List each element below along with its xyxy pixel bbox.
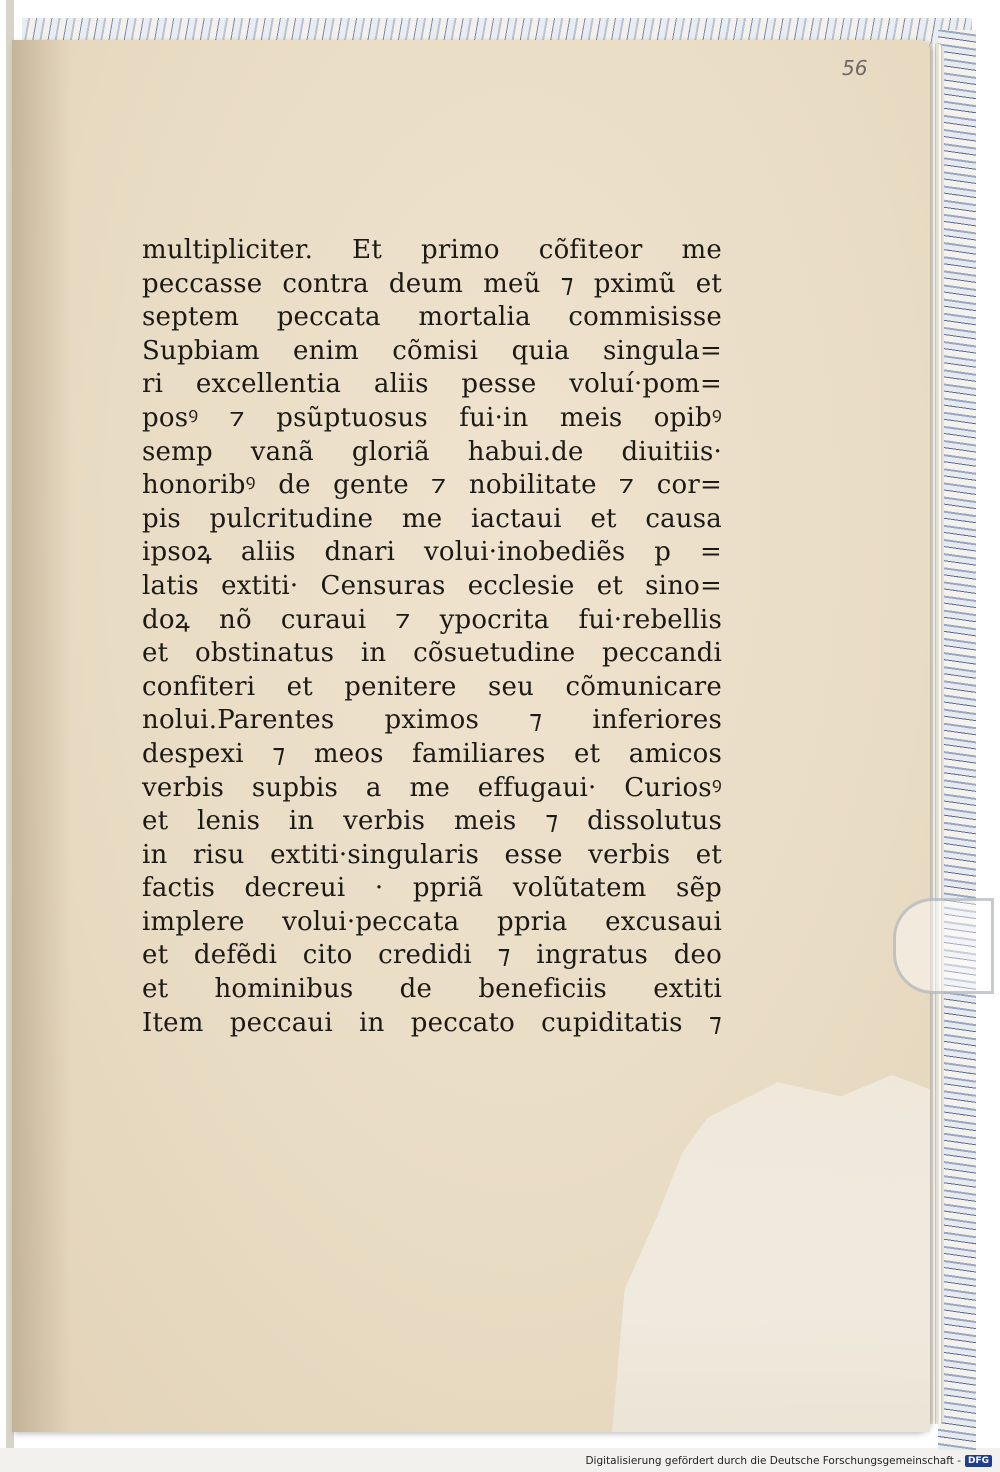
text-line: factis decreui · ppriã volũtatem sẽp [142,873,722,904]
page-gutter-shadow [12,40,72,1432]
text-line: confiteri et penitere seu cõmunicare [142,671,722,702]
text-line: despexi ⁊ meos familiares et amicos [142,738,722,769]
text-line: Item peccaui in peccato cupiditatis ⁊ [142,1007,722,1038]
folio-number: 56 [842,56,868,80]
dfg-logo-icon: DFG [965,1455,992,1467]
text-line: et hominibus de beneficiis extiti [142,974,722,1005]
text-line: in risu extiti·singularis esse verbis et [142,839,722,870]
text-line: Supbiam enim cõmisi quia singula= [142,335,722,366]
text-line: et obstinatus in cõsuetudine peccandi [142,638,722,669]
text-line: et lenis in verbis meis ⁊ dissolutus [142,806,722,837]
text-line: peccasse contra deum meũ ⁊ pximũ et [142,268,722,299]
text-line: honoribꝰ de gente ⁊ nobilitate ⁊ cor= [142,470,722,501]
text-line: ipsoꝝ aliis dnari volui·inobediẽs p = [142,537,722,568]
text-line: multipliciter. Et primo cõfiteor me [142,235,722,265]
credit-text: Digitalisierung gefördert durch die Deutsche Forschungsgemeinschaft - [585,1455,961,1467]
text-line: nolui.Parentes pximos ⁊ inferiores [142,705,722,736]
text-line: implere volui·peccata ppria excusaui [142,906,722,937]
text-line: pis pulcritudine me iactaui et causa [142,503,722,534]
text-line: latis extiti· Censuras ecclesie et sino= [142,570,722,601]
text-line: septem peccata mortalia commisisse [142,302,722,333]
text-line: ri excellentia aliis pesse voluí·pom= [142,369,722,400]
text-line: verbis supbis a me effugaui· Curiosꝰ [142,772,722,803]
text-line: et defẽdi cito credidi ⁊ ingratus deo [142,940,722,971]
text-block [142,234,722,1040]
text-line: doꝝ nõ curaui ⁊ ypocrita fui·rebellis [142,604,722,635]
page-clip [893,898,994,994]
text-line: semp vanã gloriã habui.de diuitiis· [142,436,722,467]
text-line: posꝰ ⁊ psũptuosus fui·in meis opibꝰ [142,402,722,433]
digitization-credit [585,1452,992,1470]
